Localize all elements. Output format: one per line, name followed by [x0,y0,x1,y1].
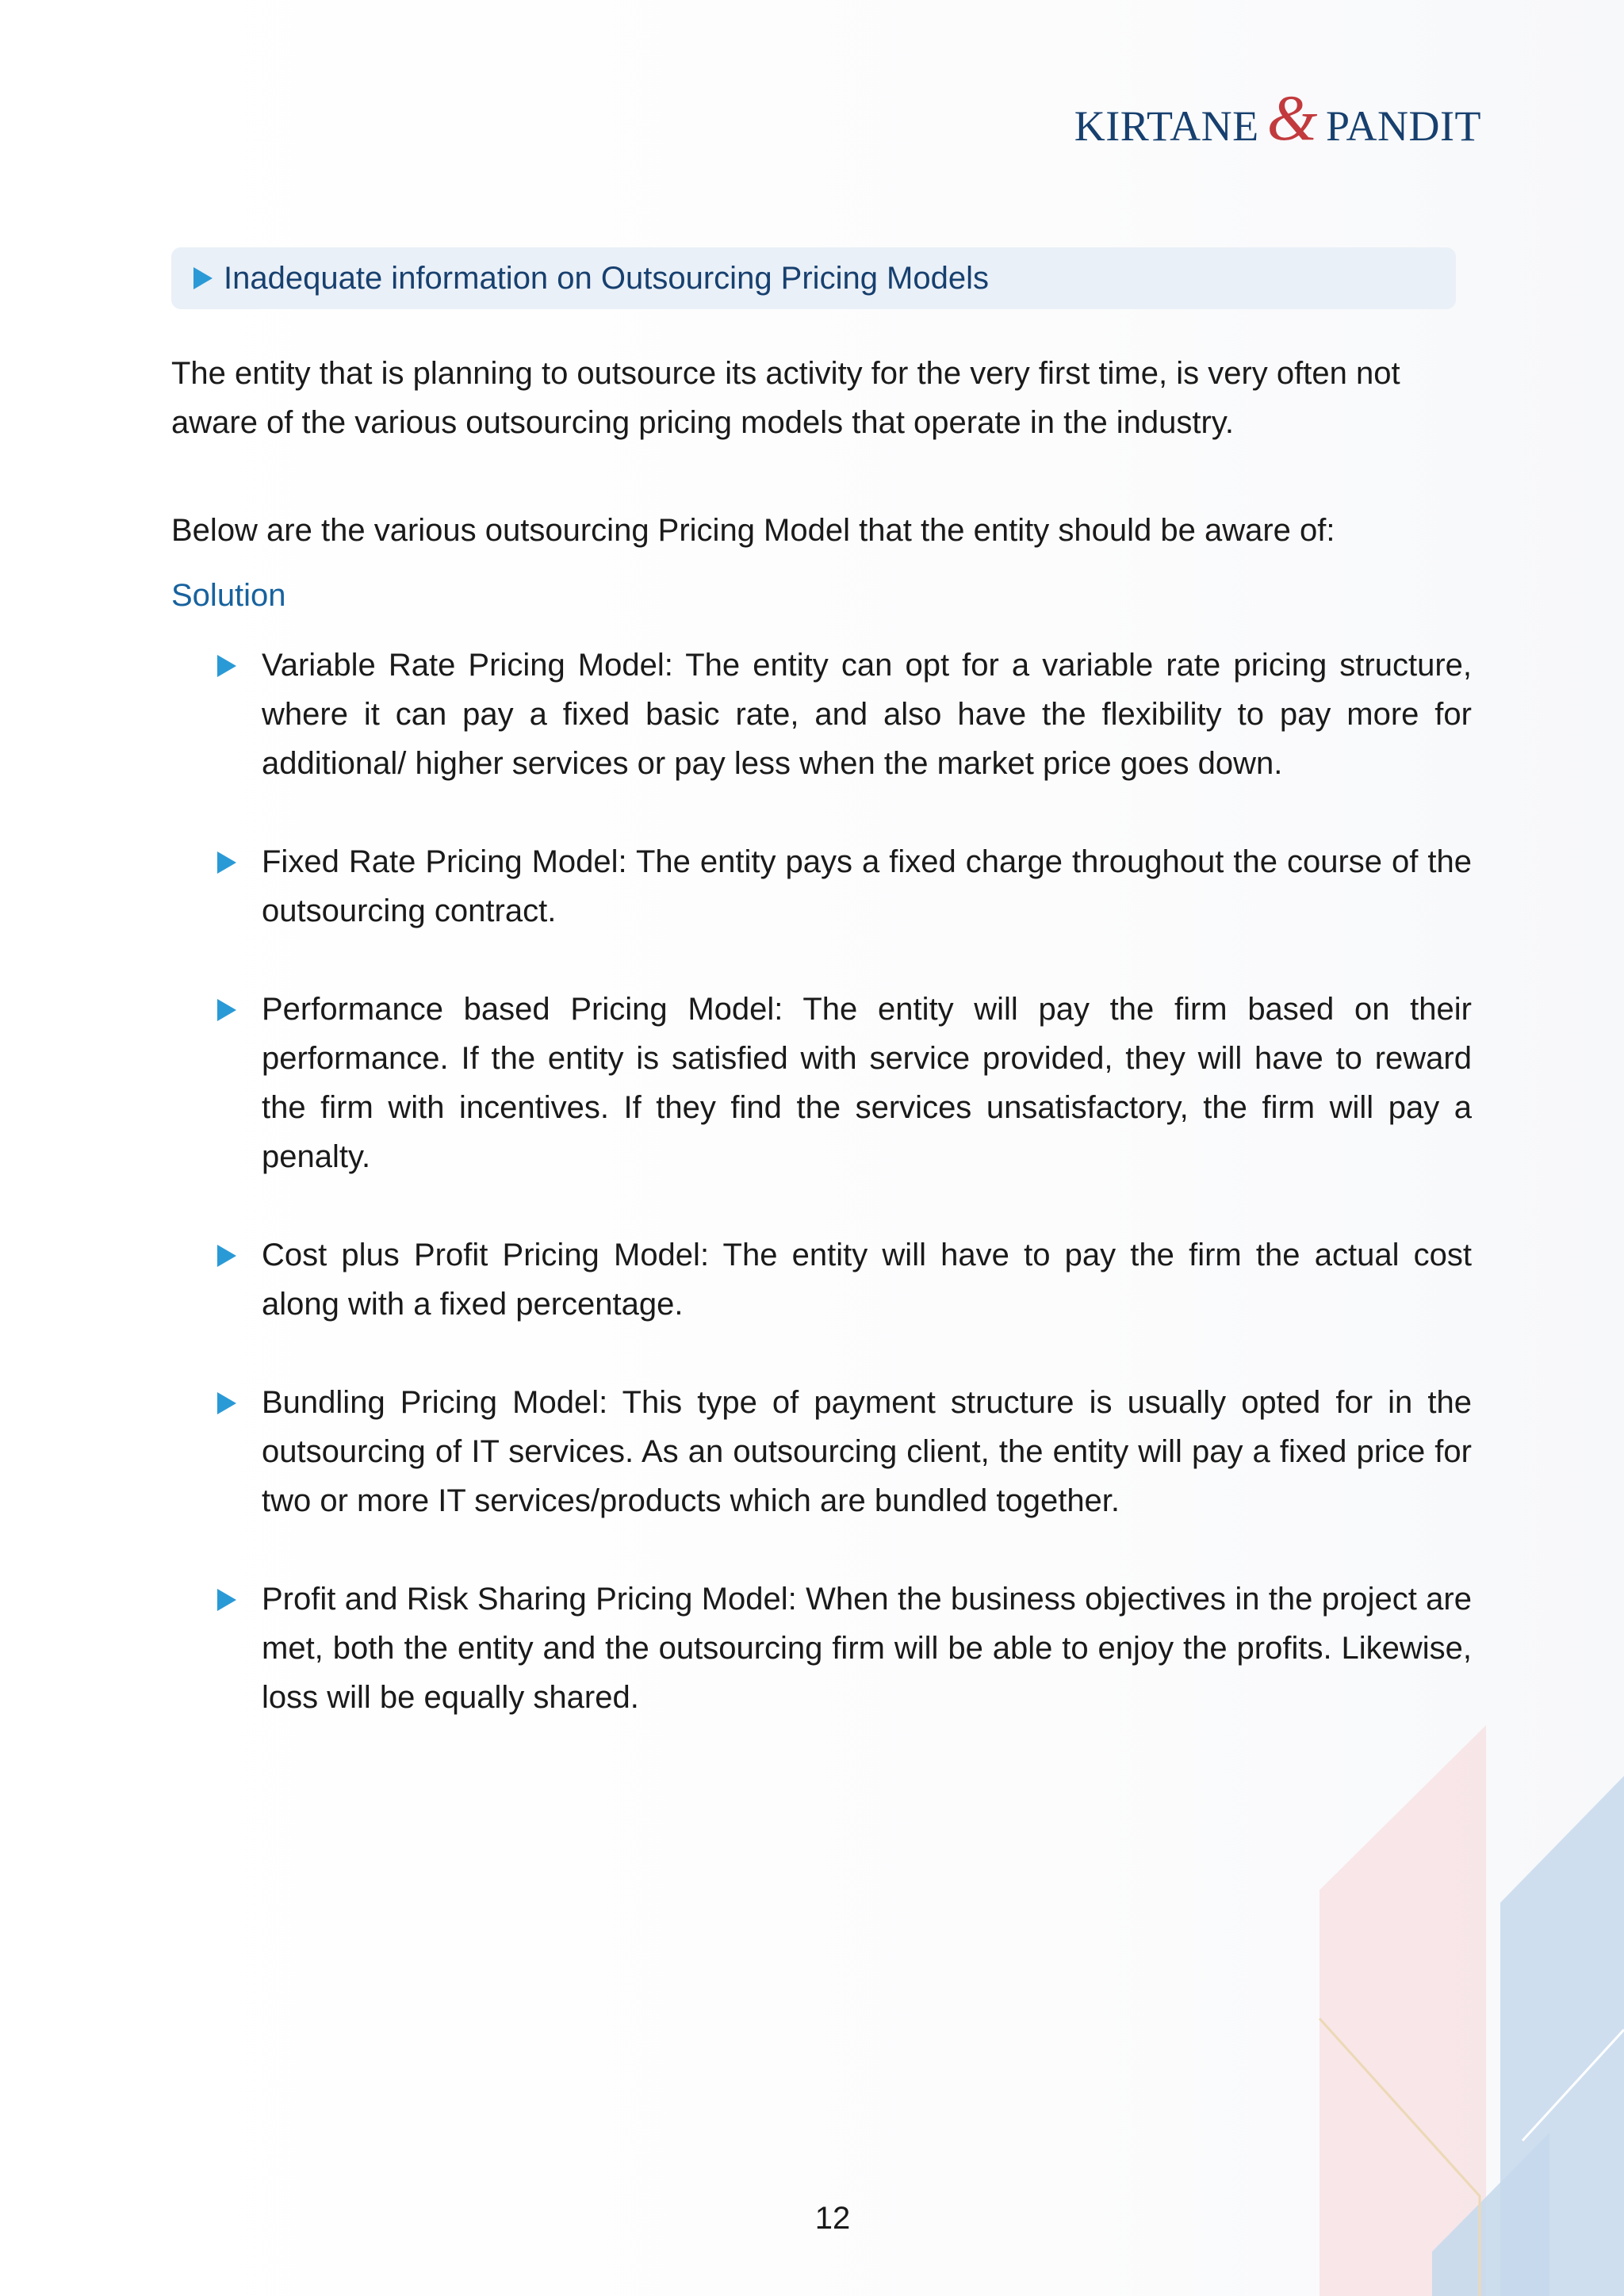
list-item-text: Fixed Rate Pricing Model: The entity pays a fixed charge throughout the course of the outsourcing contract. [262,844,1472,928]
list-item-text: Bundling Pricing Model: This type of payment structure is usually opted for in the outsourcing of IT services. As an outsourcing client, the entity will pay a fixed price for two or more IT services/products which are bundled together. [262,1385,1472,1518]
list-item [216,1575,1472,1722]
intro-paragraph: The entity that is planning to outsource its activity for the very first time, is very often not aware of the various outsourcing pricing models that operate in the industry. [171,356,1400,440]
list-item [216,641,1472,788]
logo-text-right: PANDIT [1325,102,1481,150]
list-item [216,1230,1472,1329]
triangle-bullet-icon [217,1392,236,1414]
triangle-bullet-icon [217,1589,236,1611]
triangle-bullet-icon [217,999,236,1021]
list-item [216,1378,1472,1525]
triangle-bullet-icon [217,655,236,677]
section-heading-text: Inadequate information on Outsourcing Pricing Models [224,260,989,296]
list-item-text: Variable Rate Pricing Model: The entity can opt for a variable rate pricing structure, where it can pay a fixed basic rate, and also have the flexibility to pay more for additional/ higher services or pay less when the market price goes down. [262,648,1472,781]
page-number: 12 [814,2201,851,2236]
triangle-bullet-icon [217,851,236,874]
triangle-bullet-icon [217,1245,236,1267]
models-intro-paragraph: Below are the various outsourcing Pricing Model that the entity should be aware of: [171,513,1335,548]
logo-text-left: KIRTANE [1074,102,1259,150]
triangle-bullet-icon [193,267,213,289]
list-item-text: Performance based Pricing Model: The entity will pay the firm based on their performance. If the entity is satisfied with service provided, they will have to reward the firm with incentives. If they find the services unsatisfactory, the firm will pay a penalty. [262,992,1472,1174]
solution-label: Solution [171,578,286,613]
pricing-models-list [216,641,1472,1771]
company-logo [1074,82,1481,154]
list-item-text: Cost plus Profit Pricing Model: The entity will have to pay the firm the actual cost along with a fixed percentage. [262,1238,1472,1322]
list-item-text: Profit and Risk Sharing Pricing Model: When the business objectives in the project are met, both the entity and the outsourcing firm will be able to enjoy the profits. Likewise, loss will be equally shared. [262,1582,1472,1715]
list-item [216,985,1472,1181]
section-heading [171,247,1456,309]
list-item [216,837,1472,936]
logo-ampersand: & [1266,82,1318,154]
